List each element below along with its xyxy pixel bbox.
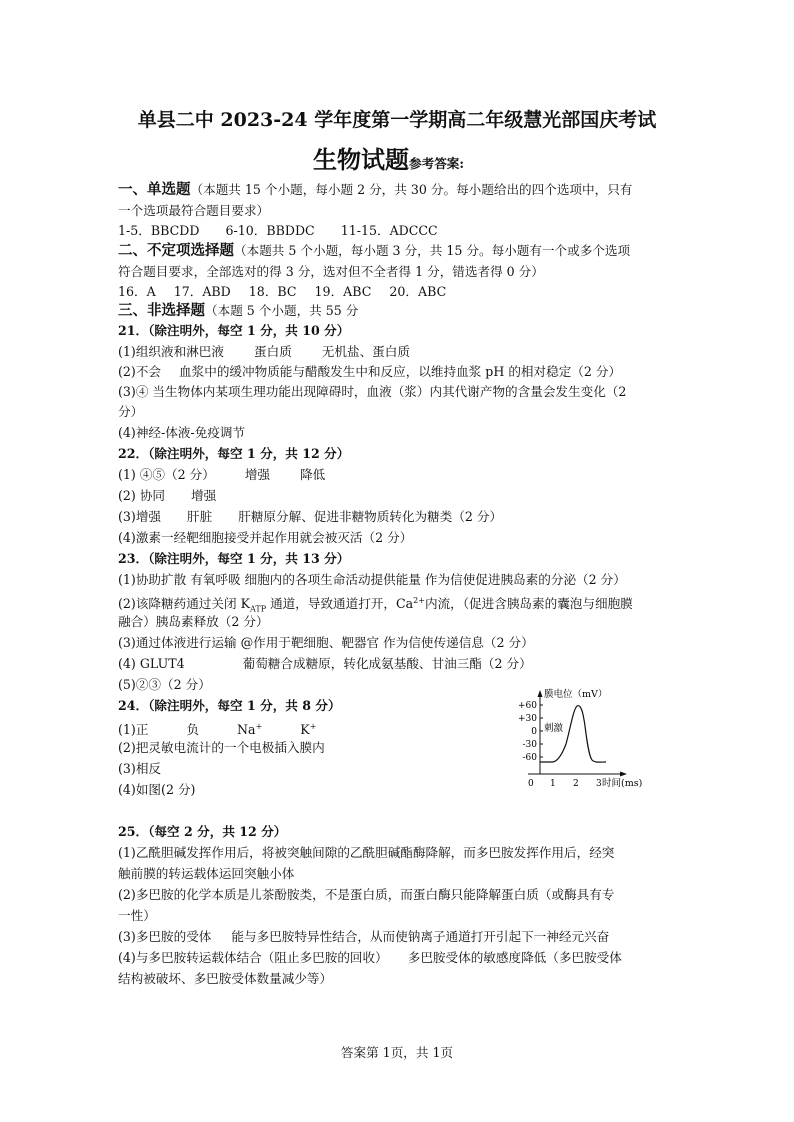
q21-line3: (3)④ 当生物体内某项生理功能出现障碍时，血液（浆）内其代谢产物的含量会发生变化（2 <box>118 384 627 399</box>
answer-17: 17．ABD <box>173 284 231 299</box>
ytick-label: 0 <box>531 727 537 737</box>
q21-line3-cont: 分） <box>118 404 144 419</box>
q23-line1: (1)协助扩散 有氧呼吸 细胞内的各项生命活动提供能量 作为信使促进胰岛素的分泌（2 分） <box>118 572 626 587</box>
stimulus-label: 刺激 <box>544 723 564 734</box>
section1-answers <box>118 223 438 239</box>
answer-key-label: 参考答案: <box>409 156 465 171</box>
q22-3b: 肝脏 <box>187 509 213 524</box>
q25-line1-cont: 触前膜的转运载体运回突触小体 <box>118 866 295 881</box>
q22-1a: (1) ④⑤（2 分） <box>118 467 215 482</box>
xtick-label: 2 <box>573 779 579 789</box>
section2-note: （本题共 5 个小题，每小题 3 分，共 15 分。每小题有一个或多个选项 <box>234 243 631 258</box>
section1-header <box>118 182 632 198</box>
q25-line2: (2)多巴胺的化学本质是儿茶酚胺类，不是蛋白质，而蛋白酶只能降解蛋白质（或酶具有专 <box>118 887 615 902</box>
answer-19: 19．ABC <box>314 284 372 299</box>
q22-line3 <box>118 509 502 525</box>
na-superscript: + <box>255 722 263 731</box>
q25-4b: 多巴胺受体的敏感度降低（多巴胺受体 <box>407 950 622 965</box>
q23-line4 <box>118 656 532 672</box>
section3-heading: 三、非选择题 <box>118 302 205 319</box>
q23-heading: 23．（除注明外，每空 1 分，共 13 分） <box>118 551 350 566</box>
q25-line3 <box>118 929 609 945</box>
ytick-label: +60 <box>518 701 537 711</box>
y-axis-label: 膜电位（mV） <box>544 689 608 700</box>
q25-line1: (1)乙酰胆碱发挥作用后，将被突触间隙的乙酰胆碱酯酶降解，而多巴胺发挥作用后，经突 <box>118 845 615 860</box>
x-axis-label: 时间(ms) <box>602 778 643 789</box>
q21-1b: 蛋白质 <box>254 344 292 359</box>
q22-line1 <box>118 467 325 483</box>
katp-subscript: ATP <box>250 604 267 614</box>
section2-answers <box>118 284 446 300</box>
q23-line5: (5)②③（2 分） <box>118 677 211 692</box>
q24-1b: 负 <box>186 722 200 738</box>
q22-2a: (2) 协同 <box>118 488 166 503</box>
q25-line4-cont: 结构被破坏、多巴胺受体数量减少等） <box>118 971 333 986</box>
page-subtitle <box>313 140 464 175</box>
subject-title: 生物试题 <box>313 145 409 174</box>
q24-line1 <box>118 719 316 738</box>
q24-1c: Na <box>237 722 256 738</box>
x-axis-arrow <box>620 772 627 777</box>
q21-1c: 无机盐、蛋白质 <box>321 344 410 359</box>
q21-heading: 21．（除注明外，每空 1 分，共 10 分） <box>118 323 350 338</box>
q23-4a: (4) GLUT4 <box>118 656 185 671</box>
ytick-label: +30 <box>518 714 537 724</box>
q25-line2-cont: 一性） <box>118 908 156 923</box>
q21-line2 <box>118 364 621 380</box>
answer-1-5: 1-5．BBCDD <box>118 223 200 238</box>
q24-line4: (4)如图(2 分) <box>118 782 196 797</box>
q22-3c: 肝糖原分解、促进非糖物质转化为糖类（2 分） <box>238 509 503 524</box>
ytick-label: -60 <box>522 753 537 763</box>
q24-line3: (3)相反 <box>118 761 162 776</box>
q22-2b: 增强 <box>191 488 217 503</box>
q22-3a: (3)增强 <box>118 509 162 524</box>
q23-line2-cont: 融合）胰岛素释放（2 分） <box>118 614 269 629</box>
answer-11-15: 11-15．ADCCC <box>340 223 438 238</box>
section3-note: （本题 5 个小题，共 55 分 <box>205 303 359 318</box>
q22-heading: 22．（除注明外，每空 1 分，共 12 分） <box>118 446 350 461</box>
q21-1a: (1)组织液和淋巴液 <box>118 344 224 359</box>
q21-2b: 血浆中的缓冲物质能与醋酸发生中和反应，以维持血浆 pH 的相对稳定（2 分） <box>179 364 622 379</box>
q22-line4: (4)激素一经靶细胞接受并起作用就会被灭活（2 分） <box>118 530 413 545</box>
answer-16: 16．A <box>118 284 156 299</box>
q23-line3: (3)通过体液进行运输 @作用于靶细胞、靶器官 作为信使传递信息（2 分） <box>118 635 534 650</box>
q25-4a: (4)与多巴胺转运载体结合（阻止多巴胺的回收） <box>118 950 388 965</box>
section1-heading: 一、单选题 <box>118 181 191 198</box>
page-footer: 答案第 1页，共 1页 <box>340 1045 454 1060</box>
section1-note-cont: 一个选项最符合题目要求） <box>118 203 270 218</box>
q23-2-pre: (2)该降糖药通过关闭 K <box>118 596 251 612</box>
q25-line4 <box>118 950 622 966</box>
k-superscript: + <box>309 722 317 731</box>
answer-18: 18．BC <box>248 284 297 299</box>
ytick-label: -30 <box>522 740 537 750</box>
q24-1a: (1)正 <box>118 722 149 738</box>
q21-line1 <box>118 344 410 360</box>
section2-heading: 二、不定项选择题 <box>118 242 234 259</box>
q25-3a: (3)多巴胺的受体 <box>118 929 212 944</box>
xtick-label: 0 <box>528 779 534 789</box>
y-axis-arrow <box>538 690 543 697</box>
q21-line4: (4)神经-体液-免疫调节 <box>118 425 246 440</box>
ca-superscript: 2+ <box>413 596 425 605</box>
answer-20: 20．ABC <box>389 284 447 299</box>
q24-heading: 24．（除注明外，每空 1 分，共 8 分） <box>118 698 341 713</box>
section2-header <box>118 243 630 259</box>
q21-2a: (2)不会 <box>118 364 162 379</box>
q25-3b: 能与多巴胺特异性结合，从而使钠离子通道打开引起下一神经元兴奋 <box>231 929 610 944</box>
membrane-potential-graph <box>488 686 678 796</box>
answer-6-10: 6-10．BBDDC <box>225 223 315 238</box>
xtick-label: 3 <box>596 779 602 789</box>
q22-1c: 降低 <box>300 467 326 482</box>
section2-note-cont: 符合题目要求，全部选对的得 3 分，选对但不全者得 1 分，错选者得 0 分） <box>118 264 544 279</box>
q23-4b: 葡萄糖合成糖原，转化成氨基酸、甘油三酯（2 分） <box>242 656 532 671</box>
section1-note: （本题共 15 个小题，每小题 2 分，共 30 分。每小题给出的四个选项中，只有 <box>190 182 633 197</box>
xtick-label: 1 <box>550 779 556 789</box>
q24-line2: (2)把灵敏电流计的一个电极插入膜内 <box>118 740 325 755</box>
q25-heading: 25．（每空 2 分，共 12 分） <box>118 824 287 839</box>
q23-2-post: 内流，（促进含胰岛素的囊泡与细胞膜 <box>424 596 633 612</box>
q22-line2 <box>118 488 216 504</box>
q23-2-mid: 通道，导致通道打开，Ca <box>266 596 414 612</box>
section3-header <box>118 303 358 319</box>
q24-1d: K <box>300 722 310 738</box>
page-title: 单县二中 2023-24 学年度第一学期高二年级慧光部国庆考试 <box>137 109 657 131</box>
q22-1b: 增强 <box>244 467 271 482</box>
